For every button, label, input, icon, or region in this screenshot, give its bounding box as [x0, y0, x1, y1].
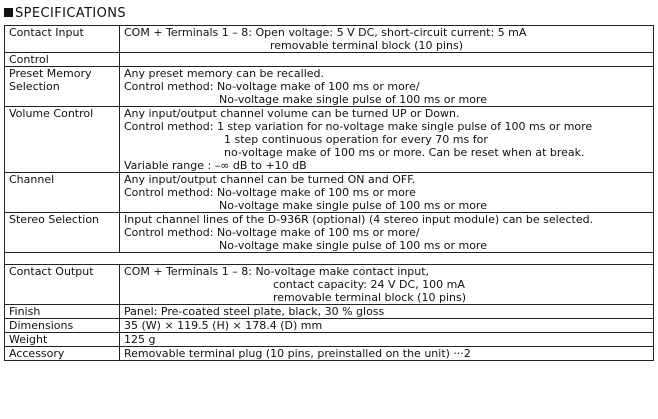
value-weight: 125 g: [120, 333, 654, 347]
value-control: [120, 53, 654, 67]
specifications-table: [4, 25, 654, 361]
label-volume-control: Volume Control: [5, 107, 120, 173]
value-line: Control method: No-voltage make of 100 ms or more/: [124, 226, 420, 239]
value-channel: [120, 173, 654, 213]
row-accessory: [5, 347, 654, 361]
value-line: No-voltage make single pulse of 100 ms or more: [219, 93, 487, 106]
row-weight: [5, 333, 654, 347]
label-line: Selection: [9, 80, 60, 93]
value-line: COM + Terminals 1 – 8: Open voltage: 5 V DC, short-circuit current: 5 mA: [124, 26, 527, 39]
value-preset-memory: [120, 67, 654, 107]
value-line: Control method: 1 step variation for no-voltage make single pulse of 100 ms or more: [124, 120, 593, 133]
row-volume-control: [5, 107, 654, 173]
value-line: Control method: No-voltage make of 100 ms or more/: [124, 80, 420, 93]
row-preset-memory: [5, 67, 654, 107]
row-contact-input: [5, 26, 654, 53]
title-text: SPECIFICATIONS: [15, 6, 127, 21]
row-dimensions: [5, 319, 654, 333]
value-line: COM + Terminals 1 – 8: No-voltage make contact input,: [124, 265, 430, 278]
row-spacer: [5, 253, 654, 265]
label-finish: Finish: [5, 305, 120, 319]
value-line: no-voltage make of 100 ms or more. Can be reset when at break.: [224, 146, 585, 159]
value-line: Variable range : –∞ dB to +10 dB: [124, 159, 307, 172]
value-line: Any input/output channel can be turned ON and OFF.: [124, 173, 416, 186]
value-line: 1 step continuous operation for every 70 ms for: [224, 133, 488, 146]
label-stereo-selection: Stereo Selection: [5, 213, 120, 253]
row-contact-output: [5, 265, 654, 305]
row-channel: [5, 173, 654, 213]
value-line: removable terminal block (10 pins): [270, 39, 463, 52]
value-line: Input channel lines of the D-936R (optional) (4 stereo input module) can be selected.: [124, 213, 594, 226]
row-control: [5, 53, 654, 67]
value-line: Any preset memory can be recalled.: [124, 67, 324, 80]
label-contact-input: Contact Input: [5, 26, 120, 53]
value-accessory: Removable terminal plug (10 pins, preinstalled on the unit) ···2: [120, 347, 654, 361]
value-line: contact capacity: 24 V DC, 100 mA: [273, 278, 465, 291]
bullet-square-icon: [4, 8, 13, 17]
value-finish: Panel: Pre-coated steel plate, black, 30 % gloss: [120, 305, 654, 319]
label-line: Preset Memory: [9, 67, 92, 80]
value-contact-input: [120, 26, 654, 53]
value-line: Control method: No-voltage make of 100 ms or more: [124, 186, 416, 199]
spacer-cell: [5, 253, 654, 265]
value-line: removable terminal block (10 pins): [273, 291, 466, 304]
value-line: No-voltage make single pulse of 100 ms or more: [219, 239, 487, 252]
label-contact-output: Contact Output: [5, 265, 120, 305]
value-line: No-voltage make single pulse of 100 ms or more: [219, 199, 487, 212]
label-weight: Weight: [5, 333, 120, 347]
label-preset-memory: [5, 67, 120, 107]
label-accessory: Accessory: [5, 347, 120, 361]
value-contact-output: [120, 265, 654, 305]
value-dimensions: 35 (W) × 119.5 (H) × 178.4 (D) mm: [120, 319, 654, 333]
page-title: [4, 6, 126, 21]
label-channel: Channel: [5, 173, 120, 213]
row-finish: [5, 305, 654, 319]
value-stereo-selection: [120, 213, 654, 253]
value-line: Any input/output channel volume can be turned UP or Down.: [124, 107, 460, 120]
row-stereo-selection: [5, 213, 654, 253]
value-volume-control: [120, 107, 654, 173]
label-dimensions: Dimensions: [5, 319, 120, 333]
label-control: Control: [5, 53, 120, 67]
